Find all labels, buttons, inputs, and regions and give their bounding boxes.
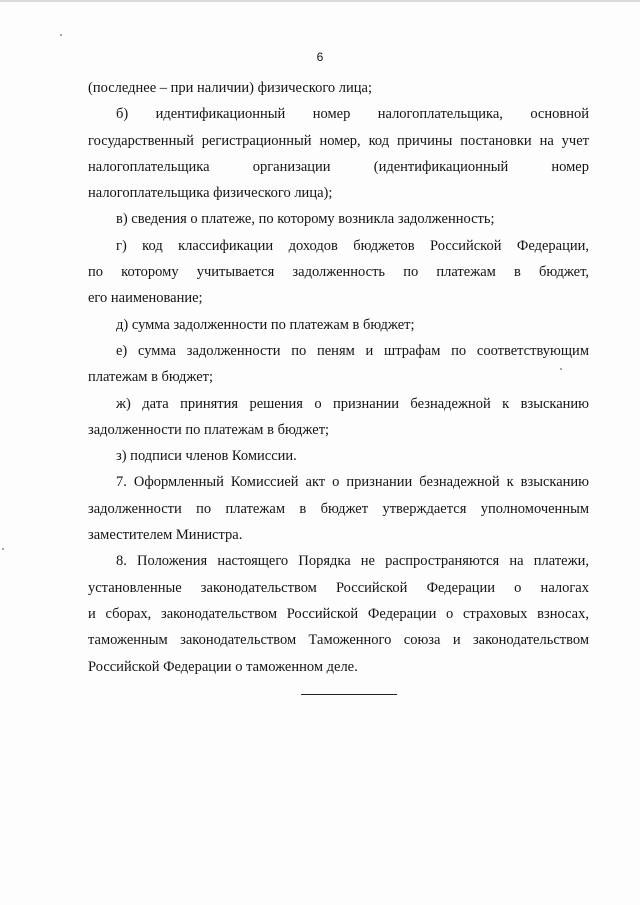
text-line: задолженности по платежам в бюджет утверждается уполномоченным (88, 500, 589, 517)
text-line: государственный регистрационный номер, код причины постановки на учет (88, 132, 589, 149)
scan-artifact (60, 34, 62, 36)
text-line: налогоплательщика физического лица); (88, 185, 333, 202)
scan-artifact (2, 548, 4, 550)
text-line: в) сведения о платеже, по которому возникла задолженность; (116, 211, 495, 228)
text-line: таможенным законодательством Таможенного союза и законодательством (88, 632, 589, 649)
page-top-edge (0, 0, 640, 2)
text-line: ж) дата принятия решения о признании безнадежной к взысканию (116, 395, 589, 412)
text-line: его наименование; (88, 290, 203, 307)
text-line: задолженности по платежам в бюджет; (88, 421, 330, 438)
text-line: 7. Оформленный Комиссией акт о признании безнадежной к взысканию (116, 474, 589, 491)
text-line: платежам в бюджет; (88, 369, 214, 386)
page-number: 6 (316, 50, 324, 64)
text-line: установленные законодательством Российской Федерации о налогах (88, 579, 589, 596)
text-line: заместителем Министра. (88, 527, 243, 544)
text-line: д) сумма задолженности по платежам в бюджет; (116, 316, 415, 333)
text-line: з) подписи членов Комиссии. (116, 448, 297, 465)
text-line: и сборах, законодательством Российской Федерации о страховых взносах, (88, 605, 589, 622)
text-line: г) код классификации доходов бюджетов Российской Федерации, (116, 237, 589, 254)
body-text (88, 75, 589, 680)
text-line: (последнее – при наличии) физического лица; (88, 80, 373, 96)
text-line: б) идентификационный номер налогоплательщика, основной (116, 106, 589, 123)
text-line: е) сумма задолженности по пеням и штрафам по соответствующим (116, 342, 589, 359)
end-of-document-rule (301, 694, 397, 695)
text-line: Российской Федерации о таможенном деле. (88, 658, 358, 675)
text-line: 8. Положения настоящего Порядка не распространяются на платежи, (116, 553, 589, 570)
text-line: налогоплательщика организации (идентификационный номер (88, 158, 589, 175)
text-line: по которому учитывается задолженность по платежам в бюджет, (88, 264, 589, 281)
